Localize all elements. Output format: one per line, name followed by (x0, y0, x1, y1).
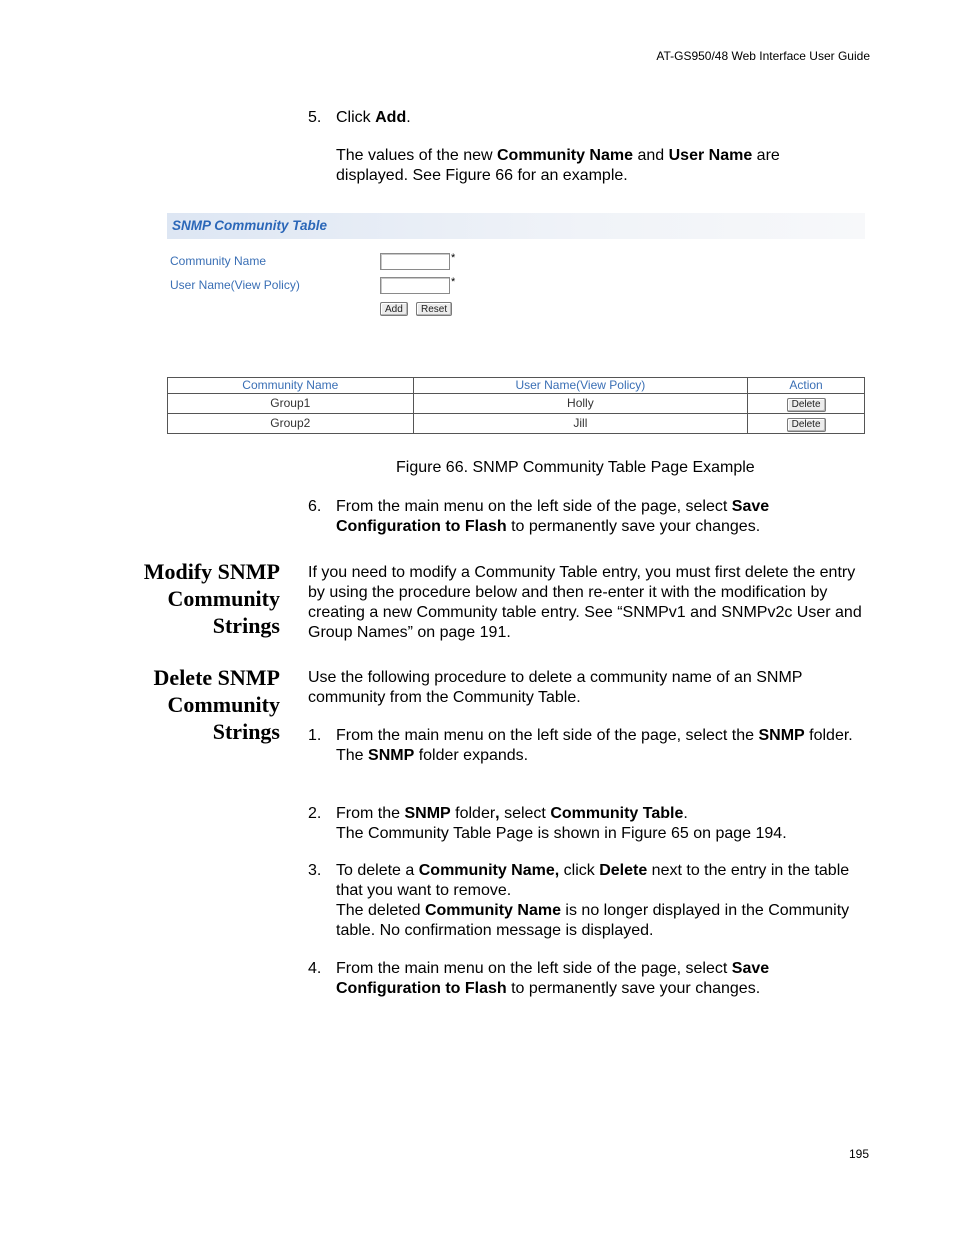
text-part: The deleted (336, 902, 425, 919)
text-part: From the main menu on the left side of the page, select the (336, 727, 759, 744)
text-bold: User Name (668, 147, 753, 164)
text-part: The (336, 747, 369, 764)
step-number: 1. (308, 727, 322, 744)
panel-title: SNMP Community Table (172, 218, 328, 233)
table-row (168, 394, 865, 414)
step-6 (308, 497, 868, 537)
text-part: From the (336, 805, 405, 822)
column-header-community: Community Name (168, 378, 414, 394)
cell-user: Holly (413, 394, 747, 414)
delete-button[interactable]: Delete (787, 418, 826, 432)
community-name-input[interactable] (380, 253, 450, 270)
text-part: . (683, 805, 688, 822)
section-heading-modify (80, 558, 280, 639)
delete-step-1 (308, 726, 868, 766)
cell-action (748, 394, 865, 414)
section-heading-delete (80, 664, 280, 745)
step-result (336, 746, 868, 766)
delete-step-3 (308, 861, 868, 941)
required-mark: * (451, 252, 456, 264)
step-instruction (336, 726, 868, 746)
heading-line: Community (167, 586, 280, 611)
step-number: 2. (308, 805, 322, 822)
text-part: next to the entry in the table that you want to remove. (336, 862, 850, 899)
text-bold: SNMP (368, 747, 415, 764)
text-bold: Community Table (550, 805, 684, 822)
running-header: AT-GS950/48 Web Interface User Guide (656, 49, 870, 63)
step-text (336, 726, 868, 766)
text-bold: SNMP (404, 805, 451, 822)
step-text (336, 861, 868, 941)
step-number: 5. (308, 109, 322, 126)
text-part: to permanently save your changes. (506, 518, 761, 535)
step-text (336, 804, 868, 844)
text-bold: Save Configuration to Flash (336, 498, 770, 535)
text-part: to permanently save your changes. (506, 980, 761, 997)
step-5 (308, 108, 868, 128)
cell-user: Jill (413, 414, 747, 434)
text-part: From the main menu on the left side of the page, select (336, 960, 732, 977)
step-text (336, 108, 868, 128)
delete-section-intro: Use the following procedure to delete a community name of an SNMP community from the Community Table. (308, 669, 803, 706)
community-name-label: Community Name (170, 254, 267, 268)
step-text (336, 497, 868, 537)
step-text (336, 959, 868, 999)
table-header-row (168, 378, 865, 394)
page-number: 195 (848, 1147, 869, 1161)
user-name-input[interactable] (380, 277, 450, 294)
heading-line: Delete SNMP (153, 665, 280, 690)
text-bold: , (495, 805, 500, 822)
step-5-result (336, 146, 836, 186)
delete-step-4 (308, 959, 868, 999)
heading-line: Community (167, 692, 280, 717)
text-bold: Delete (599, 862, 648, 879)
cell-community: Group1 (168, 394, 414, 414)
step-text-part: Click (336, 109, 376, 126)
required-mark: * (451, 276, 456, 288)
text-bold: SNMP (758, 727, 805, 744)
text-bold: Save Configuration to Flash (336, 960, 770, 997)
text-bold: Community Name (496, 147, 634, 164)
text-part: To delete a (336, 862, 419, 879)
text-part: From the main menu on the left side of the page, select (336, 498, 732, 515)
step-result: The Community Table Page is shown in Figure 65 on page 194. (336, 825, 787, 842)
step-number: 3. (308, 862, 322, 879)
reset-button[interactable]: Reset (416, 302, 452, 316)
step-number: 4. (308, 960, 322, 977)
text-bold: Community Name (424, 902, 561, 919)
step-text-bold: Add (375, 109, 407, 126)
step-instruction (336, 804, 868, 824)
community-table (167, 377, 865, 434)
text-part: are displayed. See Figure 66 for an example. (336, 147, 780, 184)
text-part: folder expands. (414, 747, 529, 764)
text-part: is no longer displayed in the Community table. No confirmation message is displayed. (336, 902, 850, 939)
heading-line: Strings (212, 719, 280, 744)
figure-caption: Figure 66. SNMP Community Table Page Example (396, 459, 755, 476)
text-part: click (559, 862, 600, 879)
heading-line: Modify SNMP (143, 559, 280, 584)
step-instruction (336, 861, 868, 901)
column-header-action: Action (748, 378, 865, 394)
text-part: The values of the new (336, 147, 497, 164)
text-part: and (633, 147, 669, 164)
text-part: folder. (804, 727, 853, 744)
add-button[interactable]: Add (380, 302, 408, 316)
user-name-label: User Name(View Policy) (170, 278, 300, 292)
cell-community: Group2 (168, 414, 414, 434)
delete-step-2 (308, 804, 868, 844)
text-part: folder (450, 805, 496, 822)
heading-line: Strings (212, 613, 280, 638)
step-result (336, 901, 868, 941)
step-text-part: . (406, 109, 411, 126)
modify-section-body: If you need to modify a Community Table entry, you must first delete the entry by using the procedure below and then re-enter it with the modification by creating a new Community table entry. See “SNMPv1 and SNMPv2c User and Group Names” on page 191. (308, 564, 862, 641)
column-header-user: User Name(View Policy) (413, 378, 747, 394)
text-bold: Community Name, (418, 862, 560, 879)
text-part: select (499, 805, 551, 822)
delete-button[interactable]: Delete (787, 398, 826, 412)
cell-action (748, 414, 865, 434)
table-row (168, 414, 865, 434)
step-number: 6. (308, 498, 322, 515)
